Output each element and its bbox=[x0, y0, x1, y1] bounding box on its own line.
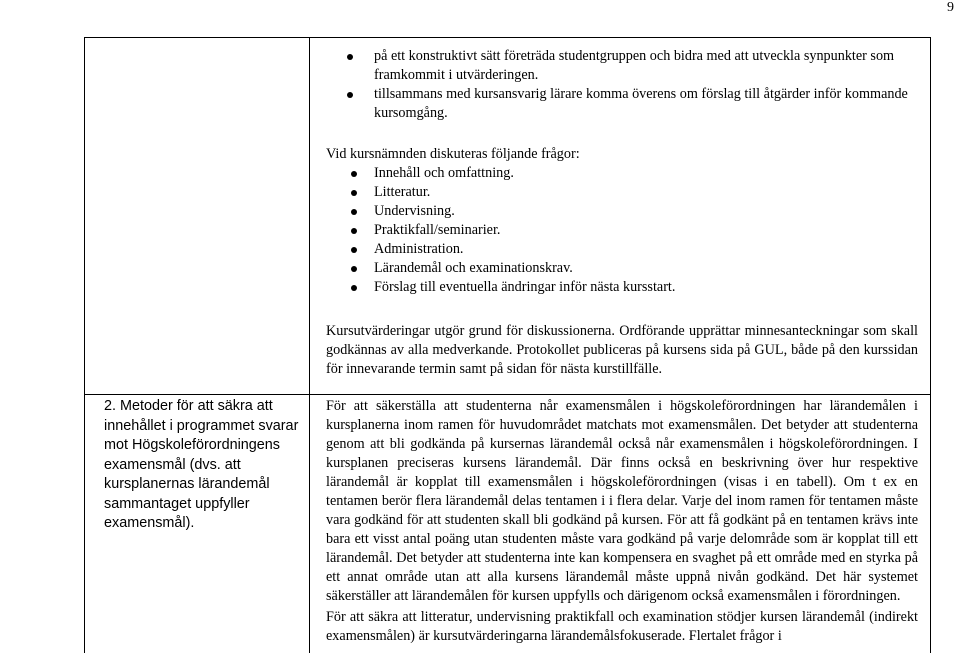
page-number: 9 bbox=[947, 0, 954, 15]
list-item: Litteratur. bbox=[326, 183, 918, 202]
list-item: Lärandemål och examinationskrav. bbox=[326, 259, 918, 278]
examensmal-paragraph: För att säkerställa att studenterna når examensmålen i högskoleförordningen har lärandemålen i kursplanerna inom ramen för huvudområdet matchats mot examensmålen. Det betyder att studenterna genom att bli godkända på kursernas lärandemål också når examensmålen i högskoleförordningen. I kursplanen preciseras kursens lärandemål. Där finns också en beskrivning över hur respektive lärandemål är kopplat till examensmålen i högskoleförordningen (visas i en tabell). Om t ex en tentamen berör flera lärandemål delas tentamen i i flera delar. Varje del inom ramen för tentamen måste vara godkänd för att studenten skall bli godkänd på kursen. För att få godkänt på en tentamen krävs inte bara ett visst antal poäng utan studenten måste vara godkänd på varje delområde som är kopplat till ett lärandemål. Det betyder att studenterna inte kan kompensera en svaghet på ett område med en styrka på ett annat område utan att alla kursens lärandemål måste uppnå nivån godkänd. Det här systemet säkerställer att lärandemålen för kursen uppfylls och därigenom också examensmålen i förordningen. bbox=[326, 398, 918, 604]
table-left-border bbox=[84, 37, 85, 653]
meeting-topics-list bbox=[326, 164, 918, 297]
list-item: Förslag till eventuella ändringar inför nästa kursstart. bbox=[326, 278, 918, 297]
table-row-divider bbox=[84, 394, 931, 395]
list-item: Undervisning. bbox=[326, 202, 918, 221]
question-heading: 2. Metoder för att säkra att innehållet i programmet svarar mot Högskoleförordningens examensmål (dvs. att kursplanernas lärandemål sammantaget uppfyller examensmål). bbox=[104, 398, 299, 531]
litteratur-paragraph: För att säkra att litteratur, undervisning praktikfall och examination stödjer kursen lärandemål (indirekt examensmålen) är kursutvärderingarna lärandemålsfokuserade. Flertalet frågor i bbox=[326, 609, 918, 644]
student-role-list bbox=[326, 47, 918, 123]
list-item: Praktikfall/seminarier. bbox=[326, 221, 918, 240]
list-item: Administration. bbox=[326, 240, 918, 259]
list-item: på ett konstruktivt sätt företräda studentgruppen och bidra med att utveckla synpunkter som framkommit i utvärderingen. bbox=[326, 47, 918, 85]
meeting-intro: Vid kursnämnden diskuteras följande frågor: bbox=[326, 146, 580, 162]
kursutvardering-paragraph: Kursutvärderingar utgör grund för diskussionerna. Ordförande upprättar minnesanteckningar som skall godkännas av alla medverkande. Protokollet publiceras på kursens sida på GUL, både på den kurssidan för innevarande termin samt på sidan för nästa kurstillfälle. bbox=[326, 323, 918, 377]
list-item: tillsammans med kursansvarig lärare komma överens om förslag till åtgärder inför kommande kursomgång. bbox=[326, 85, 918, 123]
table-right-border bbox=[930, 37, 931, 653]
table-top-border bbox=[84, 37, 931, 38]
table-column-divider bbox=[309, 37, 310, 653]
list-item: Innehåll och omfattning. bbox=[326, 164, 918, 183]
